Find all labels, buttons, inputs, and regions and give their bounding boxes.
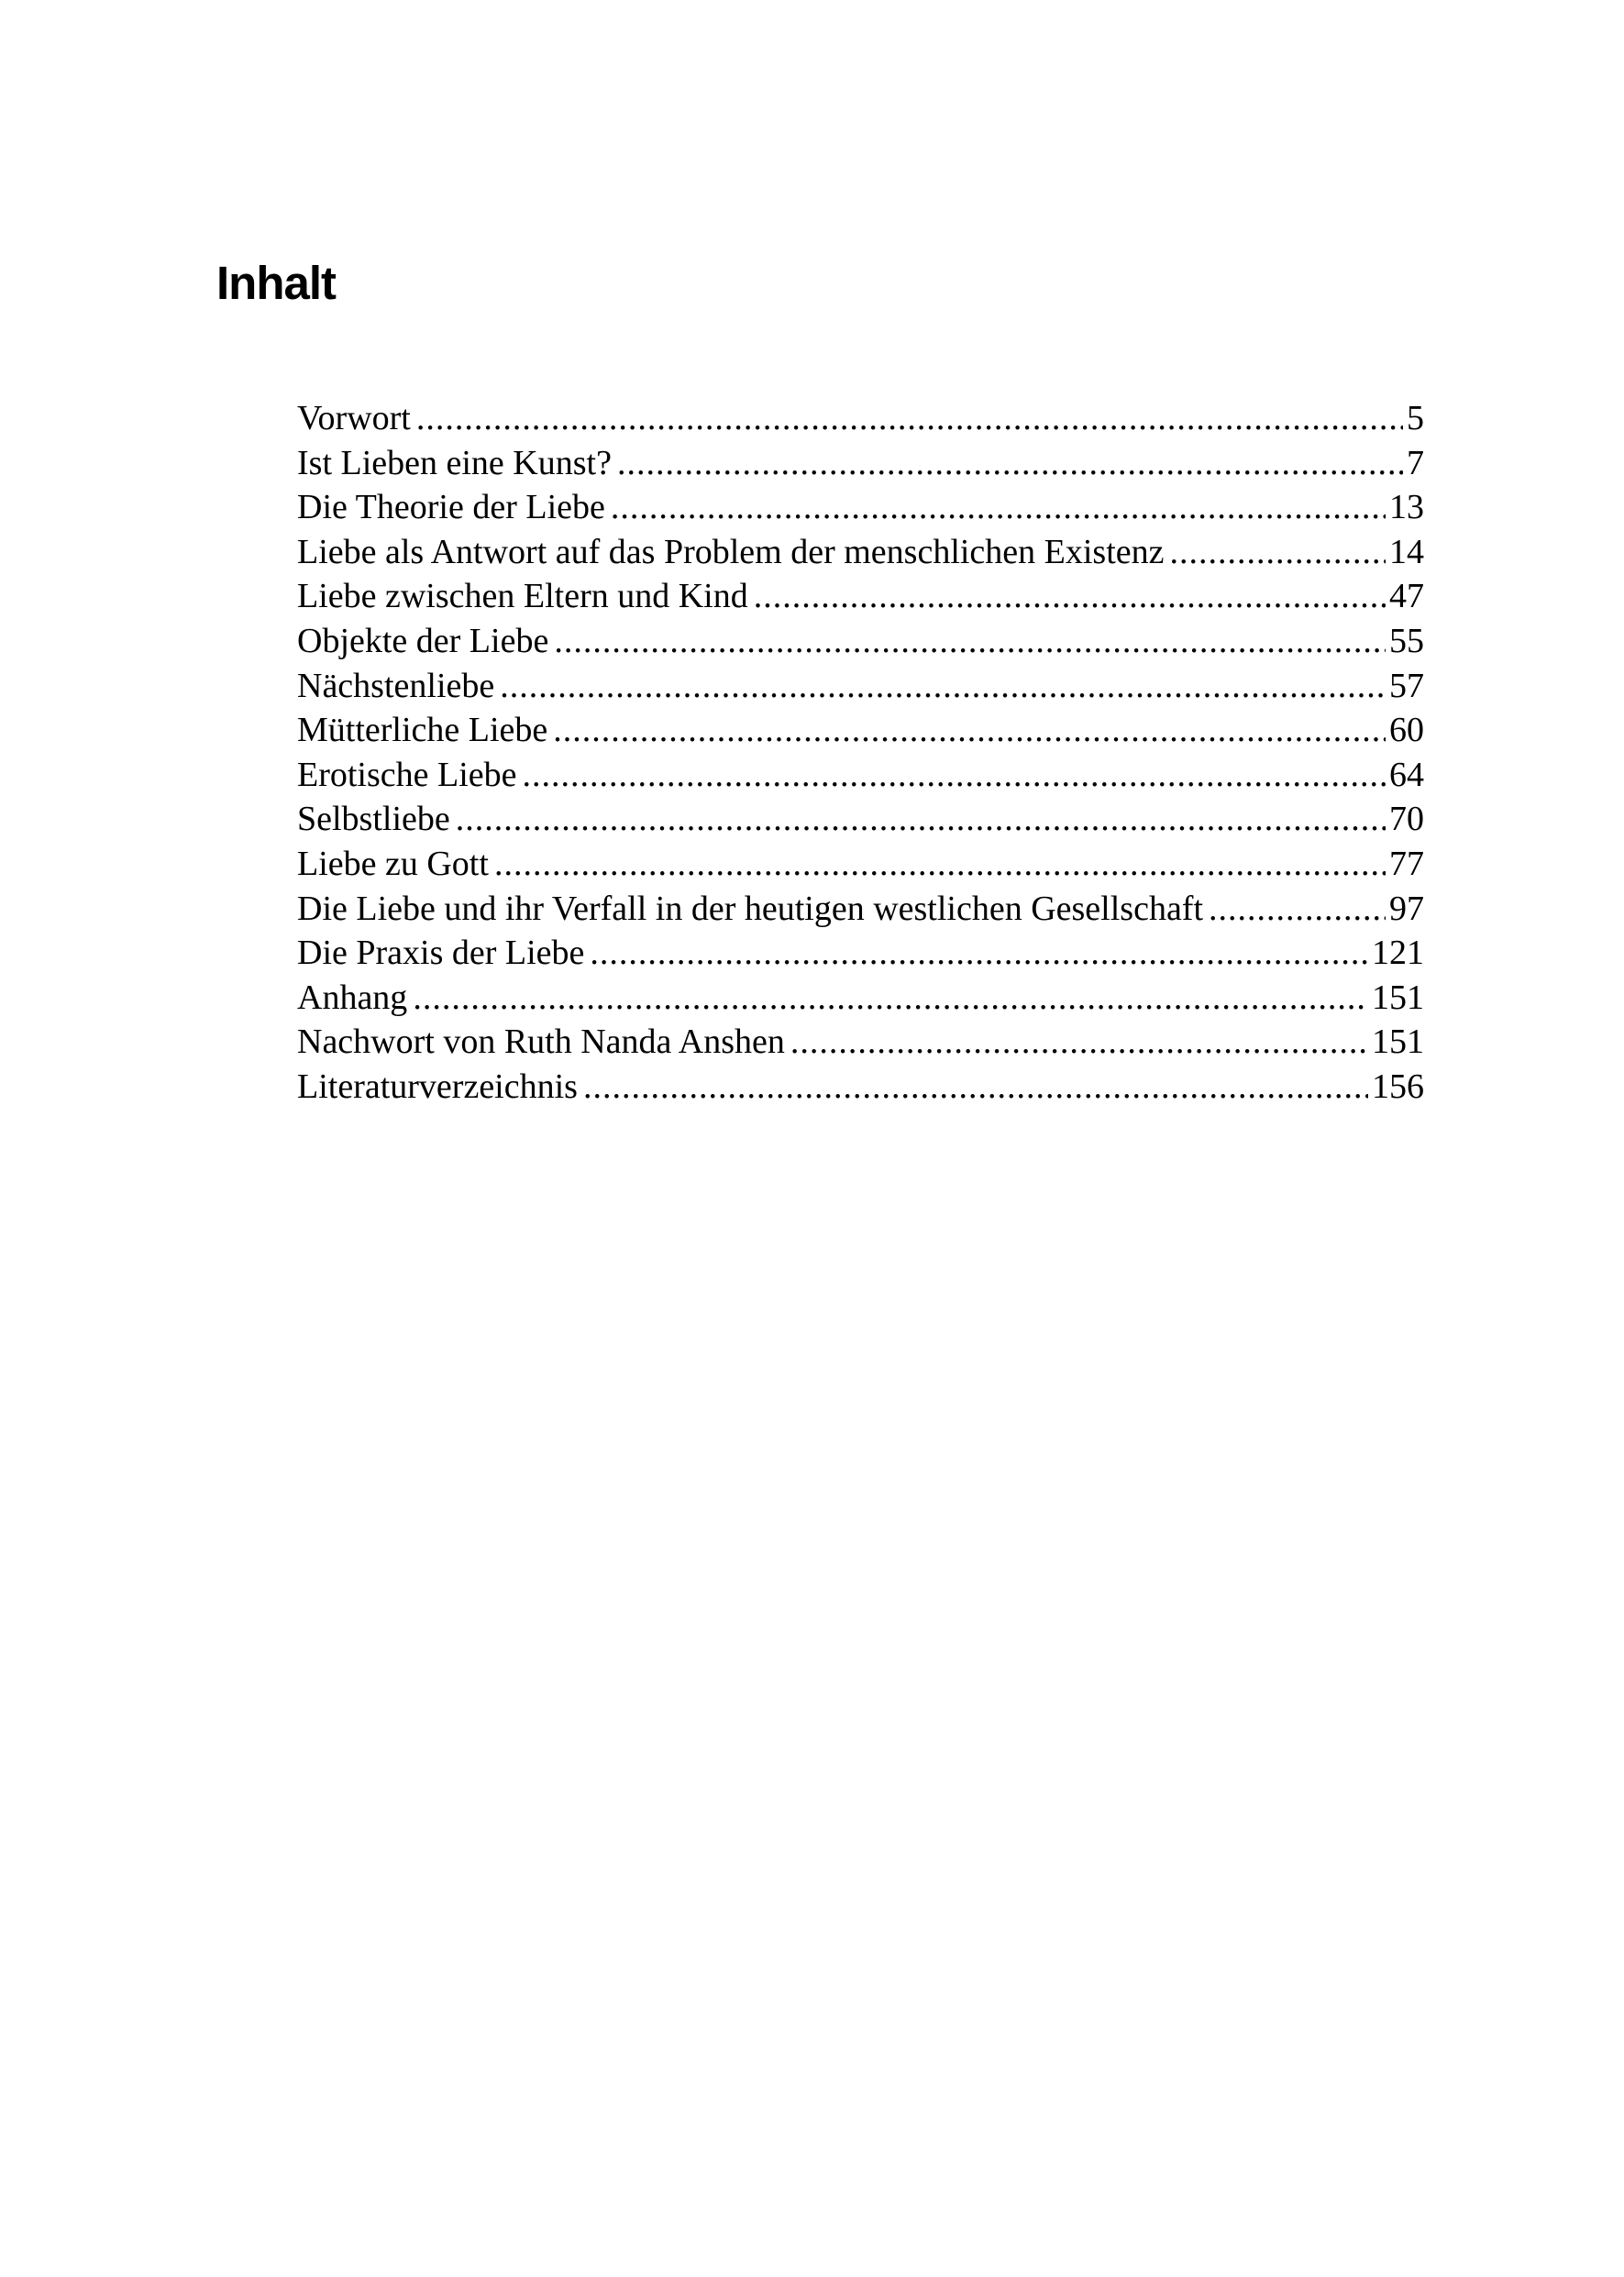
toc-entry-title: Objekte der Liebe bbox=[297, 621, 549, 660]
toc-entry-page: 55 bbox=[1389, 621, 1424, 660]
toc-entry-title: Ist Lieben eine Kunst? bbox=[297, 443, 612, 482]
dot-leader bbox=[754, 576, 1386, 616]
toc-entry bbox=[297, 532, 1424, 577]
toc-entry-title: Nächstenliebe bbox=[297, 666, 495, 705]
toc-entry bbox=[297, 978, 1424, 1022]
toc-entry-page: 70 bbox=[1389, 800, 1424, 839]
toc-entry bbox=[297, 398, 1424, 443]
page-title: Inhalt bbox=[216, 257, 336, 309]
dot-leader bbox=[416, 398, 1403, 438]
toc-entry-title: Literaturverzeichnis bbox=[297, 1067, 578, 1106]
dot-leader bbox=[617, 443, 1403, 483]
toc-entry-page: 14 bbox=[1389, 532, 1424, 571]
toc-entry-page: 5 bbox=[1407, 399, 1424, 437]
toc-entry-page: 13 bbox=[1389, 488, 1424, 527]
toc-entry bbox=[297, 1022, 1424, 1067]
toc-entry-title: Liebe zwischen Eltern und Kind bbox=[297, 577, 748, 616]
toc-entry bbox=[297, 844, 1424, 889]
toc-entry-title: Die Theorie der Liebe bbox=[297, 488, 605, 527]
toc-entry-page: 60 bbox=[1389, 711, 1424, 750]
toc-entry-title: Selbstliebe bbox=[297, 800, 450, 839]
toc-entry bbox=[297, 710, 1424, 755]
toc-entry bbox=[297, 576, 1424, 621]
toc-entry-page: 151 bbox=[1372, 1022, 1424, 1062]
toc-entry bbox=[297, 755, 1424, 800]
toc-entry bbox=[297, 799, 1424, 844]
dot-leader bbox=[583, 1067, 1368, 1107]
dot-leader bbox=[413, 978, 1368, 1018]
toc-entry-title: Erotische Liebe bbox=[297, 755, 517, 794]
toc-entry-title: Die Praxis der Liebe bbox=[297, 934, 585, 973]
toc-entry bbox=[297, 666, 1424, 711]
toc-entry-page: 64 bbox=[1389, 755, 1424, 794]
toc-entry-page: 151 bbox=[1372, 978, 1424, 1017]
toc-entry-page: 57 bbox=[1389, 666, 1424, 705]
toc-entry-page: 121 bbox=[1372, 934, 1424, 973]
dot-leader bbox=[1170, 532, 1386, 572]
dot-leader bbox=[1209, 889, 1386, 929]
toc-entry-page: 156 bbox=[1372, 1067, 1424, 1106]
toc-entry bbox=[297, 933, 1424, 978]
toc-entry bbox=[297, 443, 1424, 488]
toc-entry-title: Vorwort bbox=[297, 399, 411, 437]
dot-leader bbox=[500, 666, 1386, 706]
toc-entry bbox=[297, 1067, 1424, 1111]
toc-entry bbox=[297, 621, 1424, 666]
dot-leader bbox=[553, 710, 1386, 750]
toc-entry-title: Mütterliche Liebe bbox=[297, 711, 548, 750]
dot-leader bbox=[456, 799, 1386, 839]
toc-entry-title: Liebe zu Gott bbox=[297, 844, 489, 883]
dot-leader bbox=[611, 487, 1386, 527]
toc-entry-title: Nachwort von Ruth Nanda Anshen bbox=[297, 1022, 785, 1062]
dot-leader bbox=[590, 933, 1368, 973]
dot-leader bbox=[494, 844, 1386, 884]
toc-entry-page: 7 bbox=[1407, 443, 1424, 482]
toc-entry-page: 77 bbox=[1389, 844, 1424, 883]
table-of-contents bbox=[297, 398, 1424, 1111]
toc-entry bbox=[297, 487, 1424, 532]
toc-entry-page: 97 bbox=[1389, 889, 1424, 928]
toc-entry-title: Liebe als Antwort auf das Problem der menschlichen Existenz bbox=[297, 532, 1165, 571]
toc-entry-title: Die Liebe und ihr Verfall in der heutigen westlichen Gesellschaft bbox=[297, 889, 1204, 928]
toc-entry-title: Anhang bbox=[297, 978, 408, 1017]
toc-entry-page: 47 bbox=[1389, 577, 1424, 616]
dot-leader bbox=[790, 1022, 1368, 1062]
dot-leader bbox=[523, 755, 1386, 795]
dot-leader bbox=[554, 621, 1386, 661]
toc-entry bbox=[297, 889, 1424, 934]
